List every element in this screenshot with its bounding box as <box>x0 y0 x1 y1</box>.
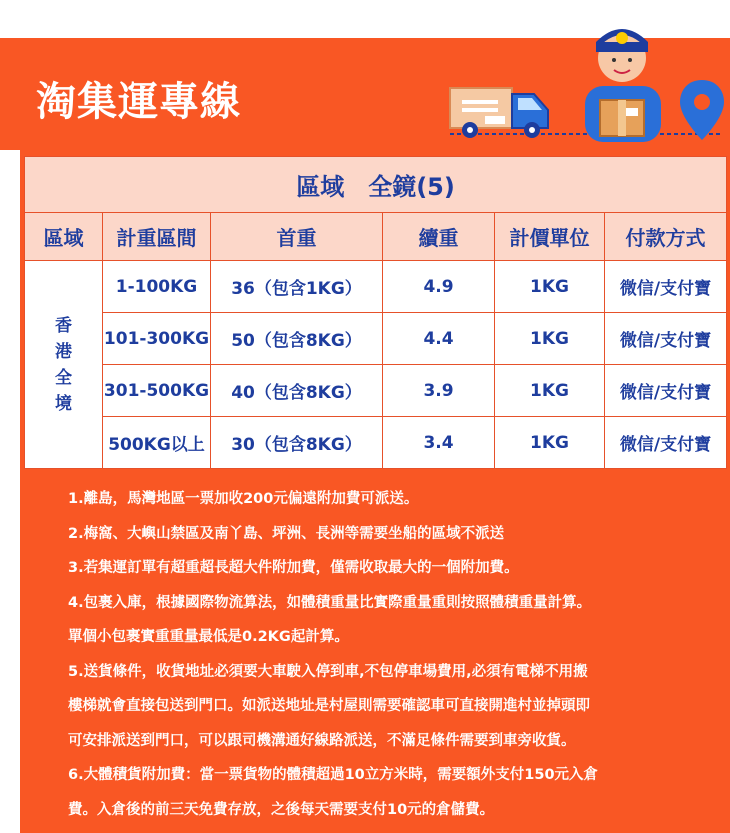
first-weight-cell: 40（包含8KG） <box>211 365 383 417</box>
table-header-row <box>25 213 727 261</box>
weight-range-cell: 500KG以上 <box>103 417 211 469</box>
note-line: 6.大體積貨附加費：當一票貨物的體積超過10立方米時，需要額外支付150元入倉 <box>68 767 599 783</box>
note-line: 費。入倉後的前三天免費存放，之後每天需要支付10元的倉儲費。 <box>68 801 495 818</box>
note-line: 可安排派送到門口，可以跟司機溝通好線路派送，不滿足條件需要到車旁收貨。 <box>68 732 576 749</box>
truck-icon <box>450 88 548 138</box>
extra-weight-cell: 3.4 <box>383 417 495 469</box>
notes-list <box>68 482 718 827</box>
table-row <box>25 417 727 469</box>
unit-cell: 1KG <box>495 261 605 313</box>
payment-cell: 微信/支付寶 <box>605 313 727 365</box>
weight-range-cell: 1-100KG <box>103 261 211 313</box>
column-header-first-weight: 首重 <box>211 213 383 261</box>
extra-weight-cell: 3.9 <box>383 365 495 417</box>
note-line: 4.包裹入庫，根據國際物流算法，如體積重量比實際重量重則按照體積重量計算。 <box>68 594 592 611</box>
location-pin-icon <box>680 80 724 140</box>
column-header-weight-range: 計重區間 <box>103 213 211 261</box>
page-title: 淘集運專線 <box>36 79 241 125</box>
courier-icon <box>585 29 661 142</box>
header <box>0 0 730 150</box>
table-row <box>25 261 727 313</box>
first-weight-cell: 36（包含1KG） <box>211 261 383 313</box>
table-row <box>25 313 727 365</box>
region-label: 香港全境 <box>55 315 72 414</box>
note-line: 單個小包裹實重重量最低是0.2KG起計算。 <box>68 629 349 645</box>
column-header-unit: 計價單位 <box>495 213 605 261</box>
note-line: 1.離島，馬灣地區一票加收200元偏遠附加費可派送。 <box>68 491 419 507</box>
first-weight-cell: 50（包含8KG） <box>211 313 383 365</box>
unit-cell: 1KG <box>495 365 605 417</box>
note-line: 2.梅窩、大嶼山禁區及南丫島、坪洲、長洲等需要坐船的區域不派送 <box>68 525 505 542</box>
payment-cell: 微信/支付寶 <box>605 417 727 469</box>
table-row <box>25 365 727 417</box>
note-line: 3.若集運訂單有超重超長超大件附加費，僅需收取最大的一個附加費。 <box>68 560 519 576</box>
unit-cell: 1KG <box>495 417 605 469</box>
column-header-region: 區域 <box>25 213 103 261</box>
extra-weight-cell: 4.9 <box>383 261 495 313</box>
column-header-payment: 付款方式 <box>605 213 727 261</box>
weight-range-cell: 301-500KG <box>103 365 211 417</box>
table-caption: 區域 全鏡(5) <box>25 157 727 213</box>
payment-cell: 微信/支付寶 <box>605 365 727 417</box>
first-weight-cell: 30（包含8KG） <box>211 417 383 469</box>
unit-cell: 1KG <box>495 313 605 365</box>
note-line: 5.送貨條件，收貨地址必須要大車駛入停到車,不包停車場費用,必須有電梯不用搬 <box>68 663 588 680</box>
price-table <box>24 156 726 469</box>
weight-range-cell: 101-300KG <box>103 313 211 365</box>
extra-weight-cell: 4.4 <box>383 313 495 365</box>
delivery-illustration <box>430 8 730 150</box>
note-line: 樓梯就會直接包送到門口。如派送地址是村屋則需要確認車可直接開進村並掉頭即 <box>68 698 590 714</box>
region-cell <box>25 261 103 469</box>
column-header-extra-weight: 續重 <box>383 213 495 261</box>
payment-cell: 微信/支付寶 <box>605 261 727 313</box>
